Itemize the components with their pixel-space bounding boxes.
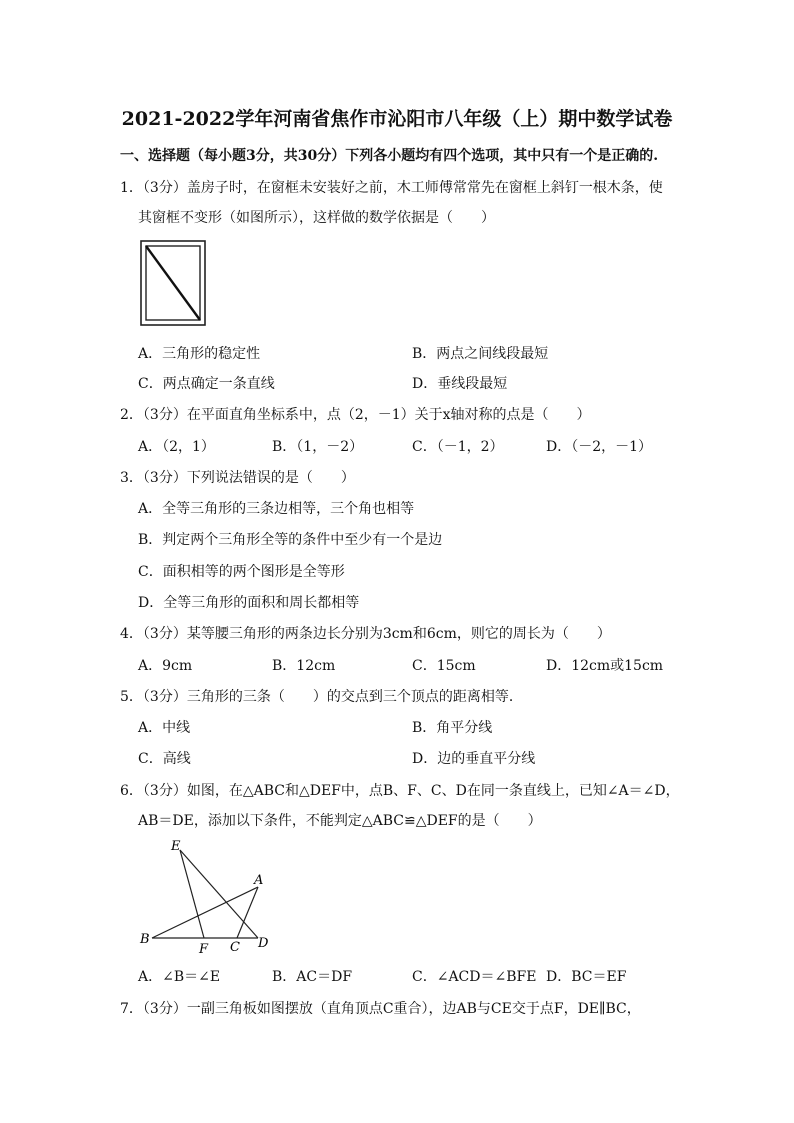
question-7-line-1: 7．（3分）一副三角板如图摆放（直角顶点C重合），边AB与CE交于点F，DE∥BC， [120,1001,641,1017]
q4-option-b: B．12cm [272,658,336,674]
q2-option-b: B．（1，－2） [272,439,364,455]
side-ab [152,887,258,938]
q3-option-a: A．全等三角形的三条边相等，三个角也相等 [138,501,415,517]
q1-option-d: D．垂线段最短 [412,376,508,392]
q3-option-c: C．面积相等的两个图形是全等形 [138,564,345,580]
triangle-figure-q6 [135,835,285,960]
question-6-line-1: 6．（3分）如图，在△ABC和△DEF中，点B、F、C、D在同一条直线上，已知∠A＝∠D， [120,783,680,799]
q2-option-c: C．（－1，2） [412,439,504,455]
q5-option-d: D．边的垂直平分线 [412,751,536,767]
question-2-line-1: 2．（3分）在平面直角坐标系中，点（2，－1）关于x轴对称的点是（ ） [120,407,591,423]
q1-option-a: A．三角形的稳定性 [138,346,261,362]
diagonal-brace [146,246,200,320]
q1-option-b: B．两点之间线段最短 [412,346,549,362]
q4-option-c: C．15cm [412,658,476,674]
q4-option-a: A．9cm [138,658,193,674]
q1-option-c: C．两点确定一条直线 [138,376,275,392]
window-frame-figure [138,238,210,330]
label-d: D [258,936,269,951]
q6-option-c: C．∠ACD＝∠BFE [412,969,537,985]
q5-option-b: B．角平分线 [412,720,493,736]
q3-option-b: B．判定两个三角形全等的条件中至少有一个是边 [138,532,443,548]
section-heading: 一、选择题（每小题3分，共30分）下列各小题均有四个选项，其中只有一个是正确的. [120,148,659,164]
question-6-line-2: AB＝DE，添加以下条件，不能判定△ABC≌△DEF的是（ ） [138,813,542,829]
q6-option-d: D．BC＝EF [546,969,627,985]
question-4-line-1: 4．（3分）某等腰三角形的两条边长分别为3cm和6cm，则它的周长为（ ） [120,626,611,642]
q2-option-a: A．（2，1） [138,439,215,455]
label-c: C [230,940,240,955]
label-f: F [199,942,209,957]
label-b: B [140,932,150,947]
q5-option-c: C．高线 [138,751,191,767]
side-ac [237,887,258,938]
q4-option-d: D．12cm或15cm [546,658,664,674]
q6-option-a: A．∠B＝∠E [138,969,221,985]
question-1-line-1: 1．（3分）盖房子时，在窗框未安装好之前，木工师傅常常先在窗框上斜钉一根木条，使 [120,180,663,196]
q3-option-d: D．全等三角形的面积和周长都相等 [138,595,360,611]
question-5-line-1: 5．（3分）三角形的三条（ ）的交点到三个顶点的距离相等． [120,689,523,705]
page-title: 2021-2022学年河南省焦作市沁阳市八年级（上）期中数学试卷 [121,108,673,130]
q6-option-b: B．AC＝DF [272,969,353,985]
question-3-line-1: 3．（3分）下列说法错误的是（ ） [120,470,355,486]
q5-option-a: A．中线 [138,720,191,736]
label-a: A [254,873,264,888]
label-e: E [171,839,181,854]
q2-option-d: D．（－2，－1） [546,439,653,455]
question-1-line-2: 其窗框不变形（如图所示），这样做的数学依据是（ ） [138,210,495,226]
